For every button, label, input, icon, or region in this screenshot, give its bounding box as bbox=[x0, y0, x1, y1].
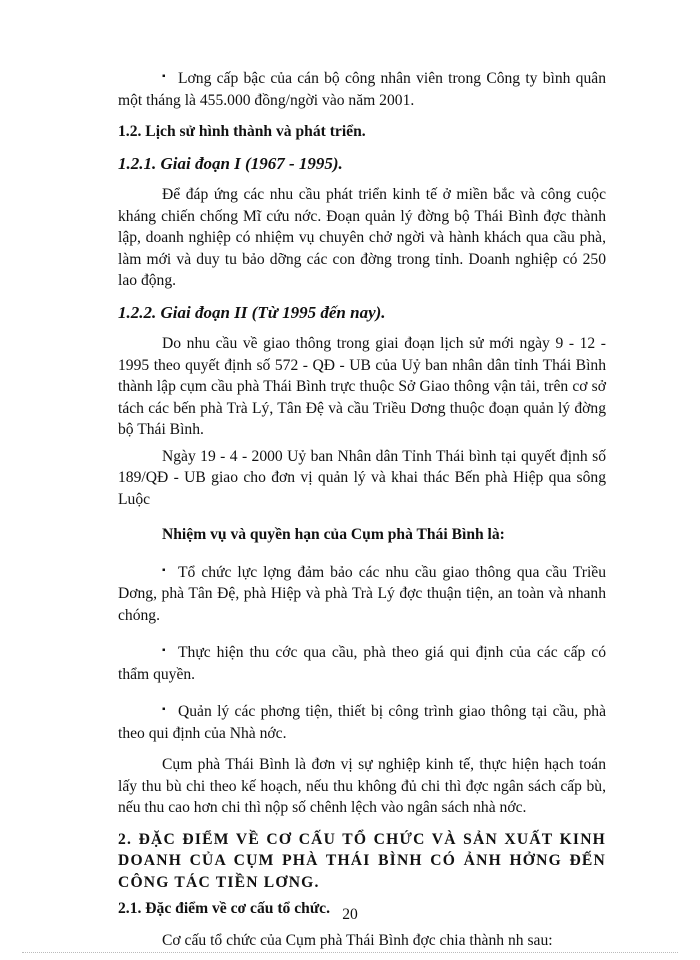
document-body bbox=[118, 66, 606, 951]
heading-1-2: 1.2. Lịch sử hình thành và phát triển. bbox=[118, 123, 366, 140]
bullet-average-wage: ▪ Lơng cấp bậc của cán bộ công nhân viên trong Công ty bình quân một tháng là 455.000 đồng/ngời vào năm 2001. bbox=[118, 66, 606, 111]
bullet-icon: ▪ bbox=[162, 704, 166, 715]
bullet-icon: ▪ bbox=[162, 564, 166, 576]
bullet-task-1: ▪ Tổ chức lực lợng đảm bảo các nhu cầu giao thông qua cầu Triều Dơng, phà Tân Đệ, phà Hiệp và phà Trà Lý đợc thuận tiện, an toàn và nhanh chóng. bbox=[118, 560, 606, 627]
paragraph-stage-2: Do nhu cầu về giao thông trong giai đoạn lịch sử mới ngày 9 - 12 - 1995 theo quyết định số 572 - QĐ - UB của Uỷ ban nhân dân tỉnh Thái Bình thành lập cụm cầu phà Thái Bình trực thuộc Sở Giao thông vận tải, trên cơ sở tách các bến phà Trà Lý, Tân Đệ và cầu Triều Dơng thuộc đoạn quản lý đờng bộ Thái Bình. bbox=[118, 335, 606, 438]
paragraph-accounting: Cụm phà Thái Bình là đơn vị sự nghiệp kinh tế, thực hiện hạch toán lấy thu bù chi theo kế hoạch, nếu thu không đủ chi thì đợc ngân sách cấp bù, nếu thu cao hơn chi thì nộp số chênh lệch vào ngân sách nhà nớc. bbox=[118, 756, 606, 816]
page-bottom-divider bbox=[22, 952, 678, 953]
paragraph-structure: Cơ cấu tổ chức của Cụm phà Thái Bình đợc chia thành nh sau: bbox=[162, 931, 553, 949]
bullet-task-2: ▪ Thực hiện thu cớc qua cầu, phà theo giá qui định của các cấp có thẩm quyền. bbox=[118, 640, 606, 685]
page-number: 20 bbox=[342, 906, 358, 923]
bullet-icon: ▪ bbox=[162, 645, 166, 656]
heading-1-2-1: 1.2.1. Giai đoạn I (1967 - 1995). bbox=[118, 153, 343, 173]
bullet-icon: ▪ bbox=[162, 71, 166, 82]
heading-tasks: Nhiệm vụ và quyền hạn của Cụm phà Thái Bình là: bbox=[162, 526, 505, 543]
heading-2: 2. ĐẶC ĐIỂM VỀ CƠ CẤU TỔ CHỨC VÀ SẢN XUẤT KINH DOANH CỦA CỤM PHÀ THÁI BÌNH CÓ ẢNH HỞNG ĐẾN CÔNG TÁC TIỀN LƠNG. bbox=[118, 830, 606, 891]
paragraph-decision-2000: Ngày 19 - 4 - 2000 Uỷ ban Nhân dân Tỉnh Thái bình tại quyết định số 189/QĐ - UB giao cho đơn vị quản lý và khai thác Bến phà Hiệp qua sông Luộc bbox=[118, 447, 606, 508]
heading-1-2-2: 1.2.2. Giai đoạn II (Từ 1995 đến nay). bbox=[118, 302, 386, 322]
heading-2-1: 2.1. Đặc điểm về cơ cấu tổ chức. bbox=[118, 900, 331, 917]
bullet-task-3: ▪ Quản lý các phơng tiện, thiết bị công trình giao thông tại cầu, phà theo qui định của Nhà nớc. bbox=[118, 699, 606, 744]
paragraph-stage-1: Để đáp ứng các nhu cầu phát triển kinh tế ở miền bắc và công cuộc kháng chiến chống Mĩ cứu nớc. Đoạn quản lý đờng bộ Thái Bình đợc thành lập, doanh nghiệp có nhiệm vụ chuyên chở ngời và hành khách qua cầu phà, làm mới và duy tu bảo dỡng các con đờng trong tỉnh. Doanh nghiệp có 250 lao động. bbox=[118, 186, 606, 289]
